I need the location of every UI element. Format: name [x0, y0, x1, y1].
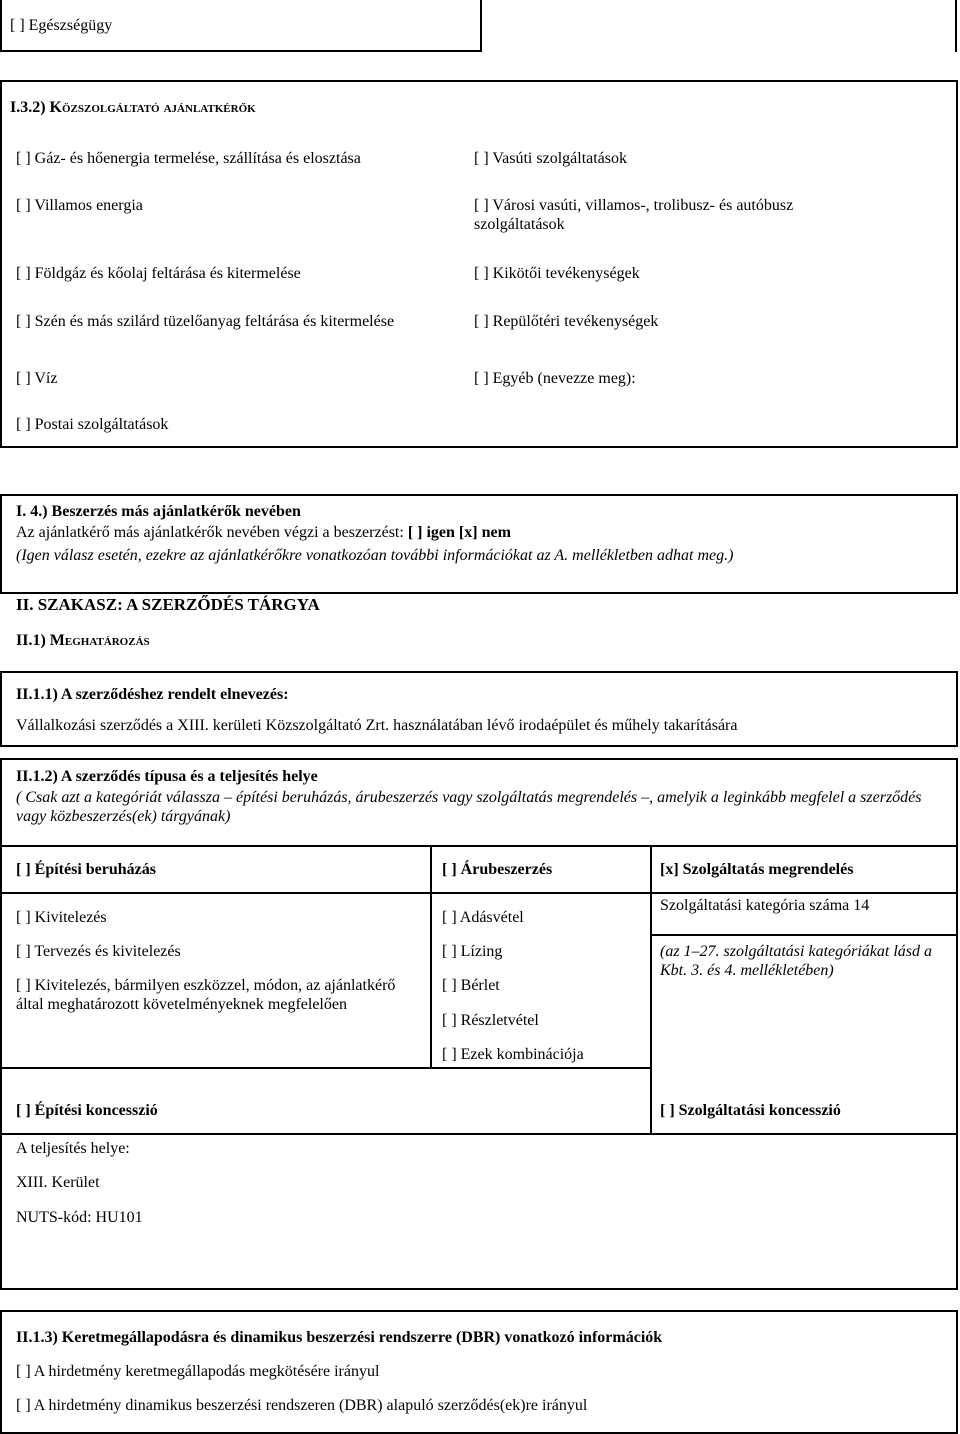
- col3-head-checkbox[interactable]: [x] Szolgáltatás megrendelés: [660, 861, 854, 878]
- table-body-bottom: [0, 1067, 650, 1069]
- table-col2-divider: [650, 845, 652, 1135]
- top-right-border: [480, 0, 482, 52]
- egyeb-checkbox[interactable]: [ ] Egyéb (nevezze meg):: [474, 370, 636, 387]
- dbr-checkbox[interactable]: [ ] A hirdetmény dinamikus beszerzési rendszeren (DBR) alapuló szerződés(ek)re irányul: [16, 1397, 588, 1414]
- postai-checkbox[interactable]: [ ] Postai szolgáltatások: [16, 416, 169, 433]
- place-label: A teljesítés helye:: [16, 1140, 130, 1157]
- table-header-bottom: [0, 892, 958, 894]
- kombinacio-checkbox[interactable]: [ ] Ezek kombinációja: [442, 1046, 584, 1063]
- section-2-title: II. SZAKASZ: A SZERZŐDÉS TÁRGYA: [16, 595, 320, 614]
- lizing-checkbox[interactable]: [ ] Lízing: [442, 943, 503, 960]
- section-14-question-row: [16, 523, 511, 542]
- service-category-note: (az 1–27. szolgáltatási kategóriákat lásd a Kbt. 3. és 4. mellékletében): [660, 943, 932, 980]
- kivitelezes-barmilyen-checkbox[interactable]: [ ] Kivitelezés, bármilyen eszközzel, módon, az ajánlatkérő által meghatározott követelményeknek megfelelően: [16, 977, 396, 1014]
- nuts-code: NUTS-kód: HU101: [16, 1209, 143, 1226]
- section-211-box: [0, 671, 958, 747]
- table-col1-divider: [430, 845, 432, 1067]
- varosi-checkbox[interactable]: [ ] Városi vasúti, villamos-, trolibusz- és autóbusz szolgáltatások: [474, 197, 794, 234]
- col2-head-checkbox[interactable]: [ ] Árubeszerzés: [442, 861, 553, 878]
- egeszsegugy-checkbox[interactable]: [ ] Egészségügy: [10, 17, 113, 34]
- villamos-checkbox[interactable]: [ ] Villamos energia: [16, 197, 143, 214]
- tervezes-checkbox[interactable]: [ ] Tervezés és kivitelezés: [16, 943, 181, 960]
- section-2-subtitle: II.1) Meghatározás: [16, 632, 150, 649]
- service-category: Szolgáltatási kategória száma 14: [660, 897, 870, 914]
- top-right-edge: [955, 0, 957, 52]
- keretmegallapodas-checkbox[interactable]: [ ] A hirdetmény keretmegállapodás megkötésére irányul: [16, 1363, 380, 1380]
- section-213-title: II.1.3) Keretmegállapodásra és dinamikus beszerzési rendszerre (DBR) vonatkozó információk: [16, 1329, 663, 1346]
- reszletvetel-checkbox[interactable]: [ ] Részletvétel: [442, 1012, 539, 1029]
- kivitelezes-checkbox[interactable]: [ ] Kivitelezés: [16, 909, 107, 926]
- section-132-title: I.3.2) Közszolgáltató ajánlatkérők: [10, 99, 256, 116]
- repuloteri-checkbox[interactable]: [ ] Repülőtéri tevékenységek: [474, 313, 659, 330]
- section-212-title: II.1.2) A szerződés típusa és a teljesítés helye: [16, 768, 318, 785]
- section-212-note: ( Csak azt a kategóriát válassza – építési beruházás, árubeszerzés vagy szolgáltatás megrendelés –, amelyik a leginkább megfelel a szerződés vagy közbeszerzés(ek) tárgyának): [16, 789, 922, 826]
- kikotoi-checkbox[interactable]: [ ] Kikötői tevékenységek: [474, 265, 640, 282]
- section-211-value: Vállalkozási szerződés a XIII. kerületi Közszolgáltató Zrt. használatában lévő irodaépület és műhely takarítására: [16, 717, 738, 734]
- table-col3-cat-bottom: [650, 934, 958, 936]
- section-14-note: (Igen válasz esetén, ezekre az ajánlatkérőkre vonatkozóan további információkat az A. mellékletben adhat meg.): [16, 547, 734, 564]
- szolgaltatasi-koncesszio-checkbox[interactable]: [ ] Szolgáltatási koncesszió: [660, 1102, 841, 1119]
- table-concession-bottom: [0, 1133, 958, 1135]
- foldgaz-checkbox[interactable]: [ ] Földgáz és kőolaj feltárása és kitermelése: [16, 265, 301, 282]
- epitesi-koncesszio-checkbox[interactable]: [ ] Építési koncesszió: [16, 1102, 158, 1119]
- table-top: [0, 845, 958, 847]
- place-value: XIII. Kerület: [16, 1174, 100, 1191]
- gaz-checkbox[interactable]: [ ] Gáz- és hőenergia termelése, szállítása és elosztása: [16, 150, 361, 167]
- viz-checkbox[interactable]: [ ] Víz: [16, 370, 58, 387]
- adasvetel-checkbox[interactable]: [ ] Adásvétel: [442, 909, 524, 926]
- berlet-checkbox[interactable]: [ ] Bérlet: [442, 977, 500, 994]
- section-211-title: II.1.1) A szerződéshez rendelt elnevezés:: [16, 686, 289, 703]
- section-14-title: I. 4.) Beszerzés más ajánlatkérők nevében: [16, 503, 301, 520]
- vasuti-checkbox[interactable]: [ ] Vasúti szolgáltatások: [474, 150, 628, 167]
- szen-checkbox[interactable]: [ ] Szén és más szilárd tüzelőanyag feltárása és kitermelése: [16, 313, 395, 330]
- col1-head-checkbox[interactable]: [ ] Építési beruházás: [16, 861, 156, 878]
- section-14-answer[interactable]: [ ] igen [x] nem: [407, 524, 511, 541]
- section-14-question: Az ajánlatkérő más ajánlatkérők nevében végzi a beszerzést:: [16, 524, 404, 541]
